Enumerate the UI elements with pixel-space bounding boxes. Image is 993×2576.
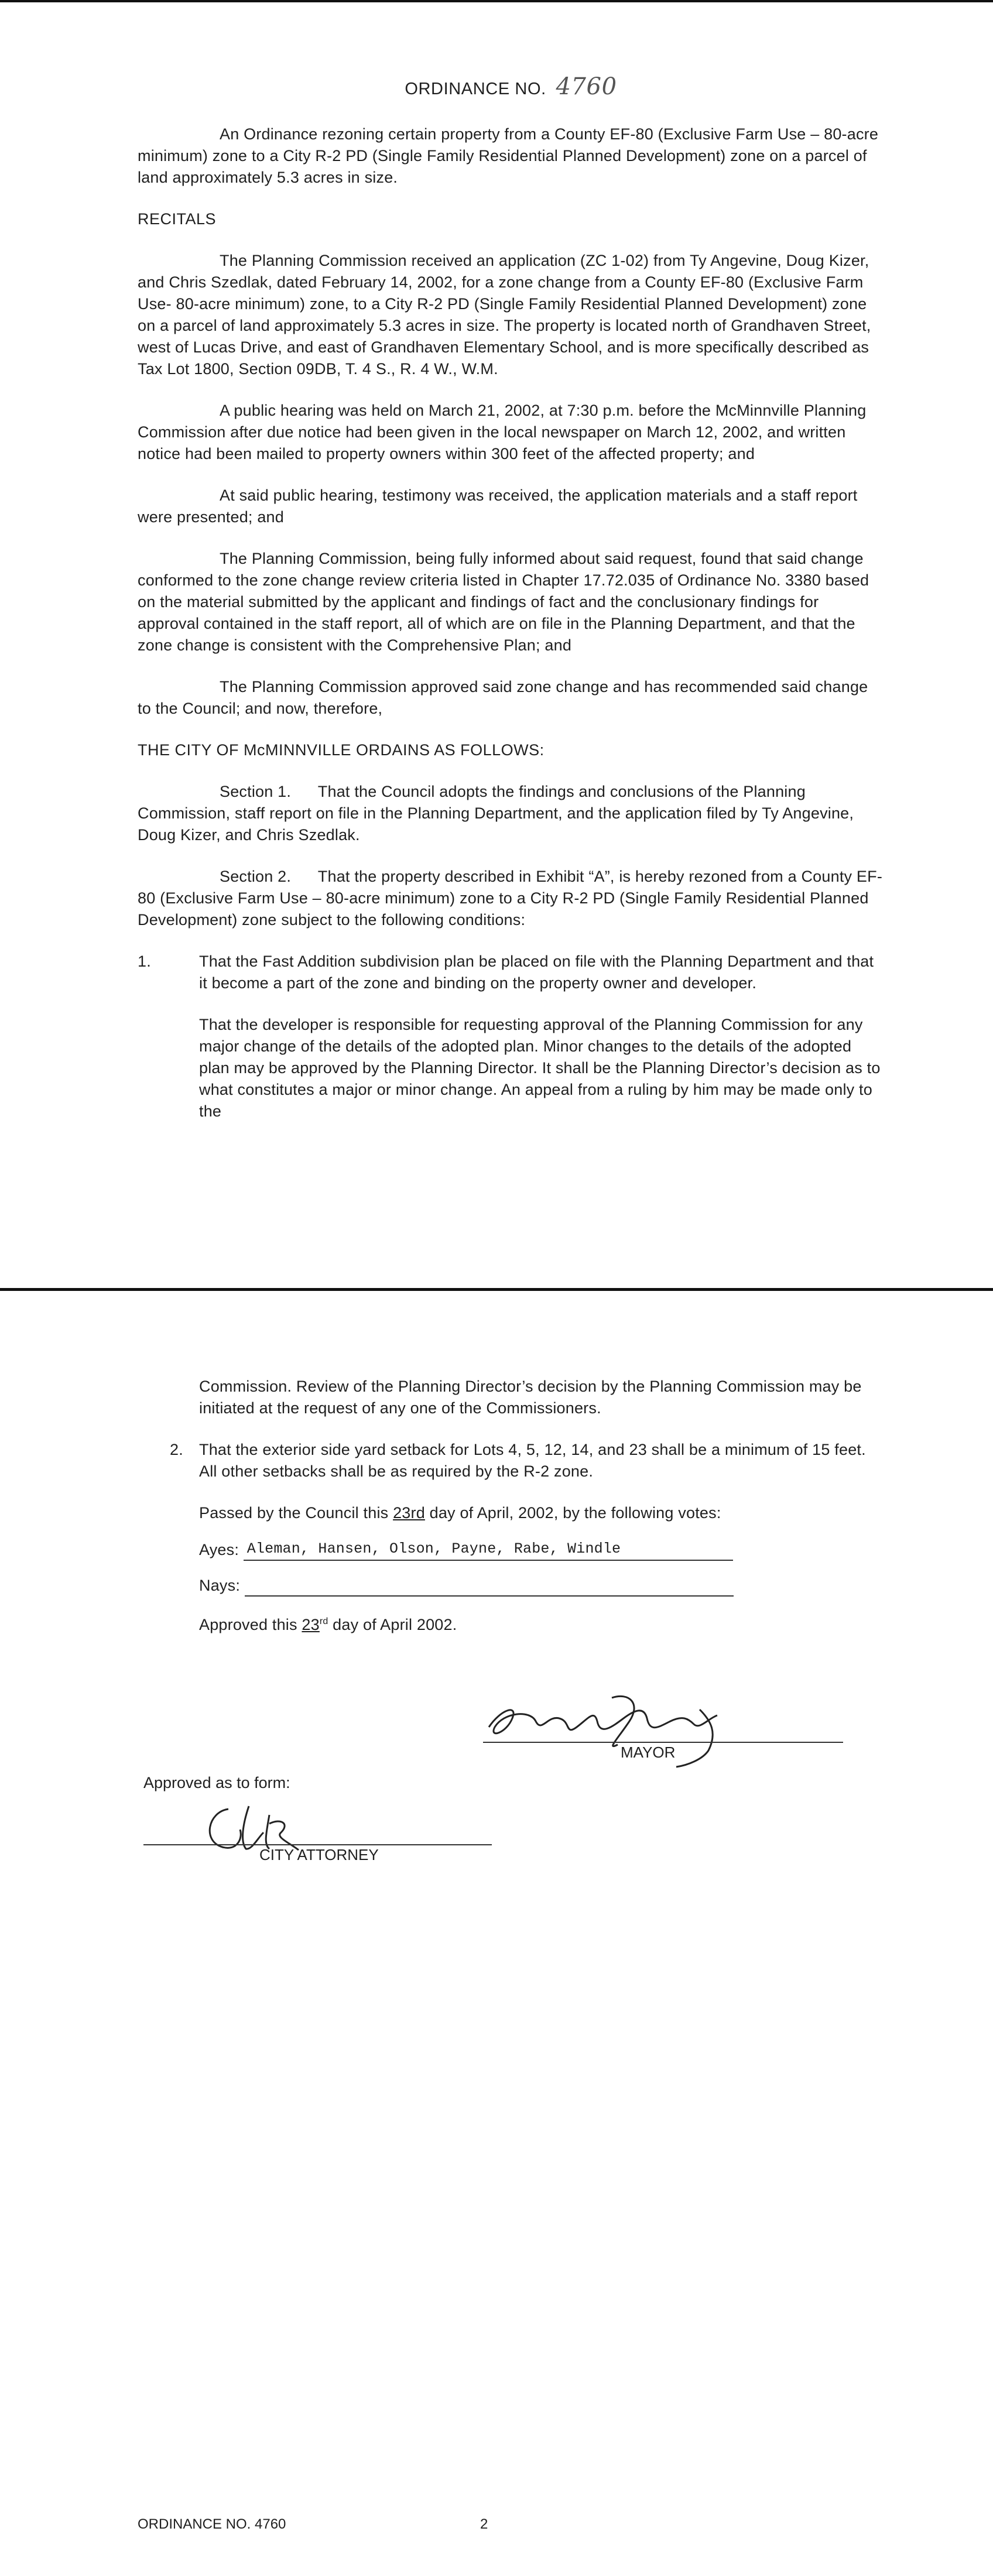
approved-as-to-form: Approved as to form: [143, 1774, 290, 1791]
approved-day-suffix: rd [319, 1616, 328, 1626]
passed-suffix: day of April, 2002, by the following votes: [424, 1504, 721, 1522]
nays-blank [245, 1578, 734, 1597]
intro-paragraph: An Ordinance rezoning certain property from a County EF-80 (Exclusive Farm Use – 80-acre minimum) zone to a City R-2 PD (Single Family Residential Planned Development) zone on a parcel of land approximately 5.3 acres in size. [138, 125, 879, 186]
condition-2-number: 2. [170, 1441, 183, 1458]
approved-line [199, 1611, 884, 1636]
condition-1-text: That the Fast Addition subdivision plan be placed on file with the Planning Department and that it become a part of the zone and binding on the property owner and developer. [199, 953, 874, 992]
recitals-heading: RECITALS [138, 210, 217, 228]
condition-continuation [138, 1376, 884, 1419]
mayor-label: MAYOR [621, 1743, 676, 1761]
recital-paragraph-3: At said public hearing, testimony was received, the application materials and a staff report were presented; and [138, 487, 858, 526]
approved-suffix: day of April 2002. [328, 1616, 457, 1633]
condition-2 [138, 1439, 884, 1482]
recital-paragraph-4: The Planning Commission, being fully informed about said request, found that said change conformed to the zone change review criteria listed in Chapter 17.72.035 of Ordinance No. 3380 based on the material submitted by the applicant and findings of fact and the conclusionary findings for approval contained in the staff report, all of which are on file in the Planning Department, and that the zone change is consistent with the Comprehensive Plan; and [138, 550, 869, 654]
city-attorney-label: CITY ATTORNEY [259, 1846, 379, 1864]
page-one [138, 73, 884, 1142]
section-2-paragraph: Section 2. That the property described in Exhibit “A”, is hereby rezoned from a County EF-80 (Exclusive Farm Use – 80-acre minimum) zone to a City R-2 PD (Single Family Residential Planned Development) zone subject to the following conditions: [138, 868, 883, 929]
passed-line [199, 1502, 884, 1524]
recital-paragraph-2: A public hearing was held on March 21, 2002, at 7:30 p.m. before the McMinnville Planning Commission after due notice had been given in the local newspaper on March 12, 2002, and written notice had been mailed to property owners within 300 feet of the affected property; and [138, 402, 867, 463]
page-two [138, 1376, 884, 1656]
ordinance-number-handwritten: 4760 [556, 73, 617, 100]
approved-day: 23 [302, 1616, 320, 1633]
condition-continuation-text: Commission. Review of the Planning Director’s decision by the Planning Commission may be initiated at the request of any one of the Commissioners. [199, 1378, 862, 1417]
ayes-names: Aleman, Hansen, Olson, Payne, Rabe, Windle [244, 1538, 733, 1561]
condition-1 [138, 951, 884, 1122]
vote-block [138, 1502, 884, 1636]
ordinance-title [138, 73, 884, 100]
condition-2-text: That the exterior side yard setback for Lots 4, 5, 12, 14, and 23 shall be a minimum of 15 feet. All other setbacks shall be as required by the R-2 zone. [199, 1441, 866, 1480]
ayes-label: Ayes: [199, 1541, 239, 1558]
condition-1-number: 1. [138, 953, 151, 970]
passed-day: 23rd [393, 1504, 425, 1522]
recital-paragraph-1: The Planning Commission received an application (ZC 1-02) from Ty Angevine, Doug Kizer, and Chris Szedlak, dated February 14, 2002, for a zone change from a County EF-80 (Exclusive Farm Use- 80-acre minimum) zone, to a City R-2 PD (Single Family Residential Planned Development) zone on a parcel of land approximately 5.3 acres in size. The property is located north of Grandhaven Street, west of Lucas Drive, and east of Grandhaven Elementary School, and is more specifically described as Tax Lot 1800, Section 09DB, T. 4 S., R. 4 W., W.M. [138, 252, 871, 378]
nays-line [199, 1575, 884, 1597]
condition-1-continued: That the developer is responsible for requesting approval of the Planning Commission for any major change of the details of the adopted plan. Minor changes to the details of the adopted plan may be approved by the Planning Director. It shall be the Planning Director’s decision as to what constitutes a major or minor change. An appeal from a ruling by him may be made only to the [199, 1016, 881, 1120]
passed-prefix: Passed by the Council this [199, 1504, 393, 1522]
approved-prefix: Approved this [199, 1616, 302, 1633]
nays-label: Nays: [199, 1577, 241, 1594]
page-top-rule [0, 0, 993, 2]
mayor-signature-line [483, 1742, 843, 1743]
ordains-heading: THE CITY OF McMINNVILLE ORDAINS AS FOLLOWS: [138, 741, 545, 759]
ordinance-title-prefix: ORDINANCE NO. [405, 80, 546, 98]
ayes-line [199, 1538, 884, 1561]
city-attorney-signature-line [143, 1844, 492, 1845]
footer-ordinance-number: ORDINANCE NO. 4760 [138, 2516, 286, 2532]
recital-paragraph-5: The Planning Commission approved said zone change and has recommended said change to the Council; and now, therefore, [138, 678, 868, 717]
page-separator-rule [0, 1288, 993, 1291]
section-1-paragraph: Section 1. That the Council adopts the findings and conclusions of the Planning Commission, staff report on file in the Planning Department, and the application filed by Ty Angevine, Doug Kizer, and Chris Szedlak. [138, 783, 858, 844]
footer-page-number: 2 [480, 2516, 488, 2532]
